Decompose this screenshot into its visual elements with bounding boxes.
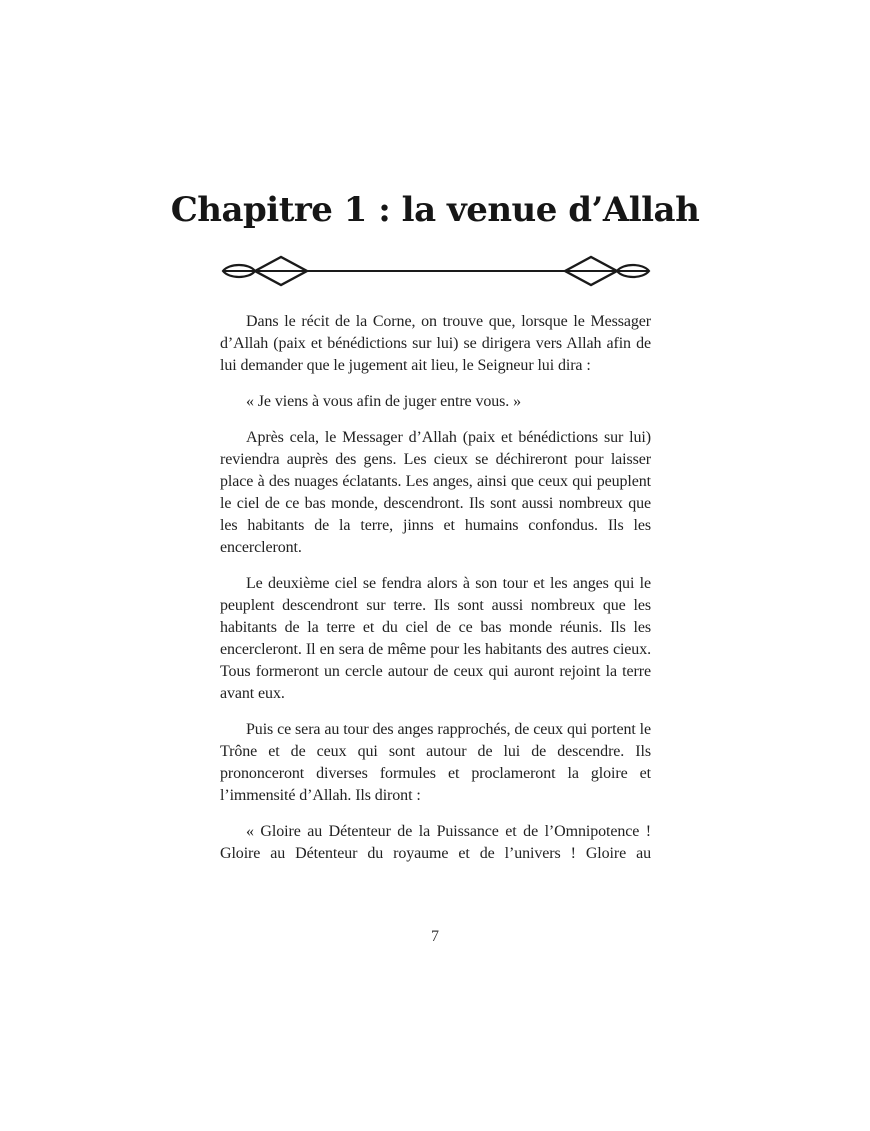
chapter-body bbox=[220, 311, 651, 865]
paragraph-4: Puis ce sera au tour des anges rapprochés, de ceux qui portent le Trône et de ceux qui sont autour de lui de descendre. Ils prononceront diverses formules et proclameront la gloire et l’immensité d’Allah. Ils diront : bbox=[220, 721, 651, 804]
divider-ornament-graphic bbox=[221, 254, 651, 288]
paragraph-intro: Dans le récit de la Corne, on trouve que, lorsque le Messager d’Allah (paix et bénédictions sur lui) se dirigera vers Allah afin de lui demander que le jugement ait lieu, le Seigneur lui dira : bbox=[220, 313, 651, 374]
chapter-title: Chapitre 1 : la venue d’Allah bbox=[170, 190, 700, 230]
paragraph-3: Le deuxième ciel se fendra alors à son tour et les anges qui le peuplent descendront sur terre. Ils sont aussi nombreux que les habitants de la terre et du ciel de ce bas monde réunis. Ils les encercleront. Il en sera de même pour les habitants des autres cieux. Tous formeront un cercle autour de ceux qui auront rejoint la terre avant eux. bbox=[220, 575, 651, 702]
paragraph-quote-1: « Je viens à vous afin de juger entre vous. » bbox=[246, 393, 521, 410]
paragraph-2: Après cela, le Messager d’Allah (paix et bénédictions sur lui) reviendra auprès des gens. Les cieux se déchireront pour laisser place à des nuages éclatants. Les anges, ainsi que ceux qui peuplent le ciel de ce bas monde, descendront. Ils sont aussi nombreux que les habitants de la terre, jinns et humains confondus. Ils les encercleront. bbox=[220, 429, 651, 556]
paragraph-quote-2: « Gloire au Détenteur de la Puissance et de l’Omnipotence ! Gloire au Détenteur du royaume et de l’univers ! Gloire au bbox=[220, 823, 651, 862]
ornamental-divider bbox=[221, 254, 651, 288]
page-number: 7 bbox=[431, 928, 439, 945]
